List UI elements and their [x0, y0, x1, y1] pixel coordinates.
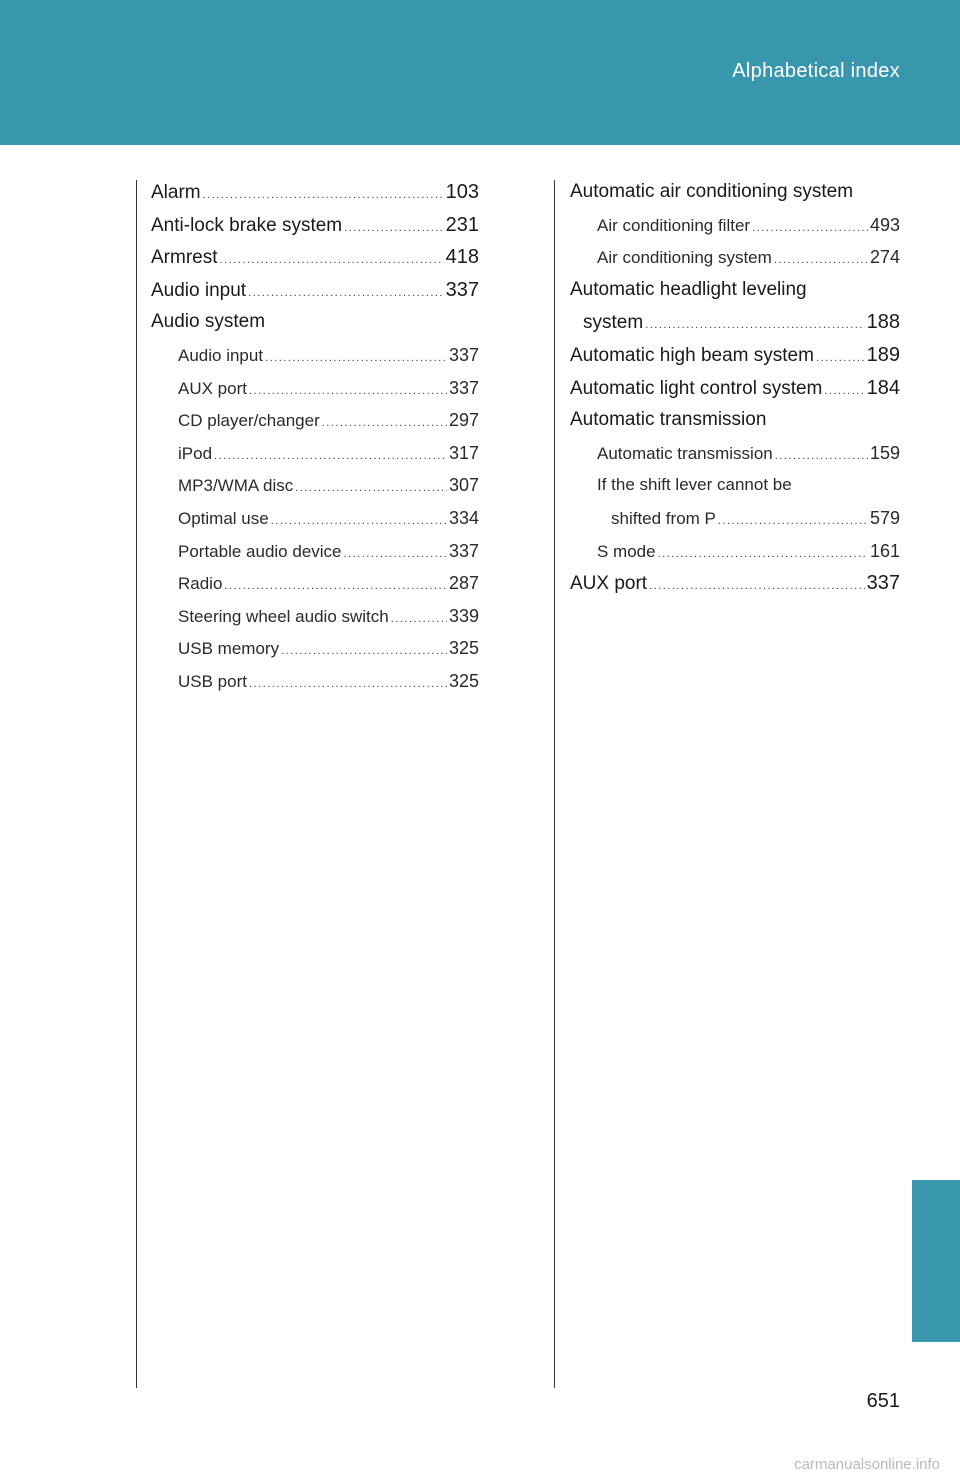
index-entry[interactable] — [570, 241, 900, 274]
index-entry[interactable] — [151, 567, 479, 600]
index-entry-label: AUX port — [570, 573, 648, 595]
index-entry-label: Portable audio device — [178, 541, 342, 561]
index-entry-page: 334 — [448, 507, 479, 528]
index-entry[interactable] — [570, 274, 900, 307]
index-entry-label: Automatic air conditioning system — [570, 181, 854, 202]
index-entry[interactable] — [151, 372, 479, 405]
leader-dots — [322, 407, 447, 440]
index-entry-page: 325 — [448, 638, 479, 659]
index-entry[interactable] — [570, 437, 900, 470]
index-entry-page: 418 — [445, 246, 479, 269]
index-entry-label: Audio input — [178, 345, 264, 365]
index-entry-page: 103 — [445, 181, 479, 203]
index-entry-page: 317 — [448, 442, 479, 463]
index-entry-page: 493 — [869, 214, 900, 235]
index-entry[interactable] — [151, 404, 479, 437]
leader-dots — [344, 212, 444, 245]
index-entry-page: 337 — [448, 540, 479, 561]
index-entry-page: 189 — [866, 343, 900, 366]
index-entry[interactable] — [570, 306, 900, 339]
index-entry[interactable] — [570, 469, 900, 502]
watermark: carmanualsonline.info — [794, 1456, 940, 1473]
index-entry-label: Anti-lock brake system — [151, 214, 343, 236]
index-entry-label: Radio — [178, 574, 223, 594]
index-entry-label: CD player/changer — [178, 411, 320, 431]
index-entry-page: 297 — [448, 410, 479, 431]
index-entry[interactable] — [151, 176, 479, 209]
index-entry-label: Audio system — [151, 311, 266, 333]
index-entry[interactable] — [151, 502, 479, 535]
leader-dots — [816, 342, 865, 375]
index-entry[interactable] — [570, 535, 900, 568]
leader-dots — [249, 668, 447, 701]
index-entry[interactable] — [151, 600, 479, 633]
index-entry-page: 337 — [448, 377, 479, 398]
index-entry-page: 159 — [869, 442, 900, 463]
index-entry-page: 337 — [445, 278, 479, 301]
leader-dots — [271, 505, 447, 538]
index-entry-label: Optimal use — [178, 508, 269, 528]
leader-dots — [658, 538, 868, 571]
index-entry[interactable] — [570, 209, 900, 242]
index-entry-label: Automatic light control system — [570, 377, 823, 399]
index-entry-page: 231 — [445, 213, 479, 236]
index-entry-label: shifted from P — [611, 508, 716, 528]
index-entry-page: 287 — [448, 573, 479, 594]
index-entry[interactable] — [570, 372, 900, 405]
index-entry-page: 337 — [866, 572, 900, 595]
index-entry-label: USB port — [178, 671, 247, 691]
index-entry-label: Audio input — [151, 279, 247, 301]
leader-dots — [391, 603, 447, 636]
leader-dots — [214, 440, 447, 473]
index-entry[interactable] — [151, 274, 479, 307]
leader-dots — [775, 440, 868, 473]
index-entry[interactable] — [151, 209, 479, 242]
index-side-tab — [912, 1180, 960, 1342]
index-entry-page: 274 — [869, 247, 900, 268]
leader-dots — [344, 538, 447, 571]
index-entry[interactable] — [570, 567, 900, 600]
index-entry[interactable] — [151, 241, 479, 274]
left-column-rule — [136, 180, 137, 1388]
leader-dots — [220, 244, 444, 277]
index-column-right — [570, 176, 900, 600]
index-entry[interactable] — [151, 632, 479, 665]
leader-dots — [248, 277, 444, 310]
index-entry-label: Armrest — [151, 247, 218, 269]
index-entry-label: Automatic transmission — [597, 443, 773, 463]
index-entry-page: 307 — [448, 475, 479, 496]
leader-dots — [649, 570, 865, 603]
section-title: Alphabetical index — [732, 60, 900, 82]
index-entry-label: Air conditioning filter — [597, 215, 751, 235]
index-entry-page: 188 — [866, 311, 900, 334]
index-entry[interactable] — [151, 535, 479, 568]
leader-dots — [718, 505, 868, 538]
middle-column-rule — [554, 180, 555, 1388]
index-entry-page: 337 — [448, 344, 479, 365]
leader-dots — [752, 212, 868, 245]
leader-dots — [295, 472, 447, 505]
index-entry[interactable] — [570, 502, 900, 535]
index-entry-label: Alarm — [151, 182, 201, 203]
header-band — [0, 0, 960, 145]
index-entry-page: 339 — [448, 605, 479, 626]
index-entry-label: Automatic transmission — [570, 409, 767, 431]
leader-dots — [824, 375, 864, 408]
index-entry-label: MP3/WMA disc — [178, 476, 294, 496]
leader-dots — [224, 570, 447, 603]
index-entry-label: AUX port — [178, 378, 247, 398]
index-entry[interactable] — [570, 404, 900, 437]
index-entry-label: Air conditioning system — [597, 248, 772, 268]
leader-dots — [203, 179, 444, 212]
leader-dots — [249, 375, 447, 408]
leader-dots — [281, 635, 447, 668]
index-entry-label: Automatic high beam system — [570, 344, 814, 366]
index-entry-page: 579 — [869, 507, 900, 528]
leader-dots — [265, 342, 447, 375]
page-number: 651 — [866, 1390, 900, 1412]
index-entry[interactable] — [570, 176, 900, 209]
index-entry-label: iPod — [178, 443, 213, 463]
index-column-left — [151, 176, 479, 698]
index-entry-page: 325 — [448, 670, 479, 691]
index-entry[interactable] — [151, 306, 479, 339]
index-entry[interactable] — [151, 339, 479, 372]
leader-dots — [774, 244, 868, 277]
index-entry[interactable] — [570, 339, 900, 372]
index-entry[interactable] — [151, 469, 479, 502]
index-entry[interactable] — [151, 665, 479, 698]
index-entry-page: 161 — [869, 540, 900, 561]
leader-dots — [645, 309, 864, 342]
index-entry-page: 184 — [866, 376, 900, 399]
index-entry-label: system — [583, 312, 644, 334]
index-entry[interactable] — [151, 437, 479, 470]
index-entry-label: If the shift lever cannot be — [597, 475, 792, 495]
index-entry-label: S mode — [597, 541, 656, 561]
index-entry-label: Steering wheel audio switch — [178, 606, 389, 626]
index-entry-label: USB memory — [178, 639, 280, 659]
index-entry-label: Automatic headlight leveling — [570, 278, 807, 300]
